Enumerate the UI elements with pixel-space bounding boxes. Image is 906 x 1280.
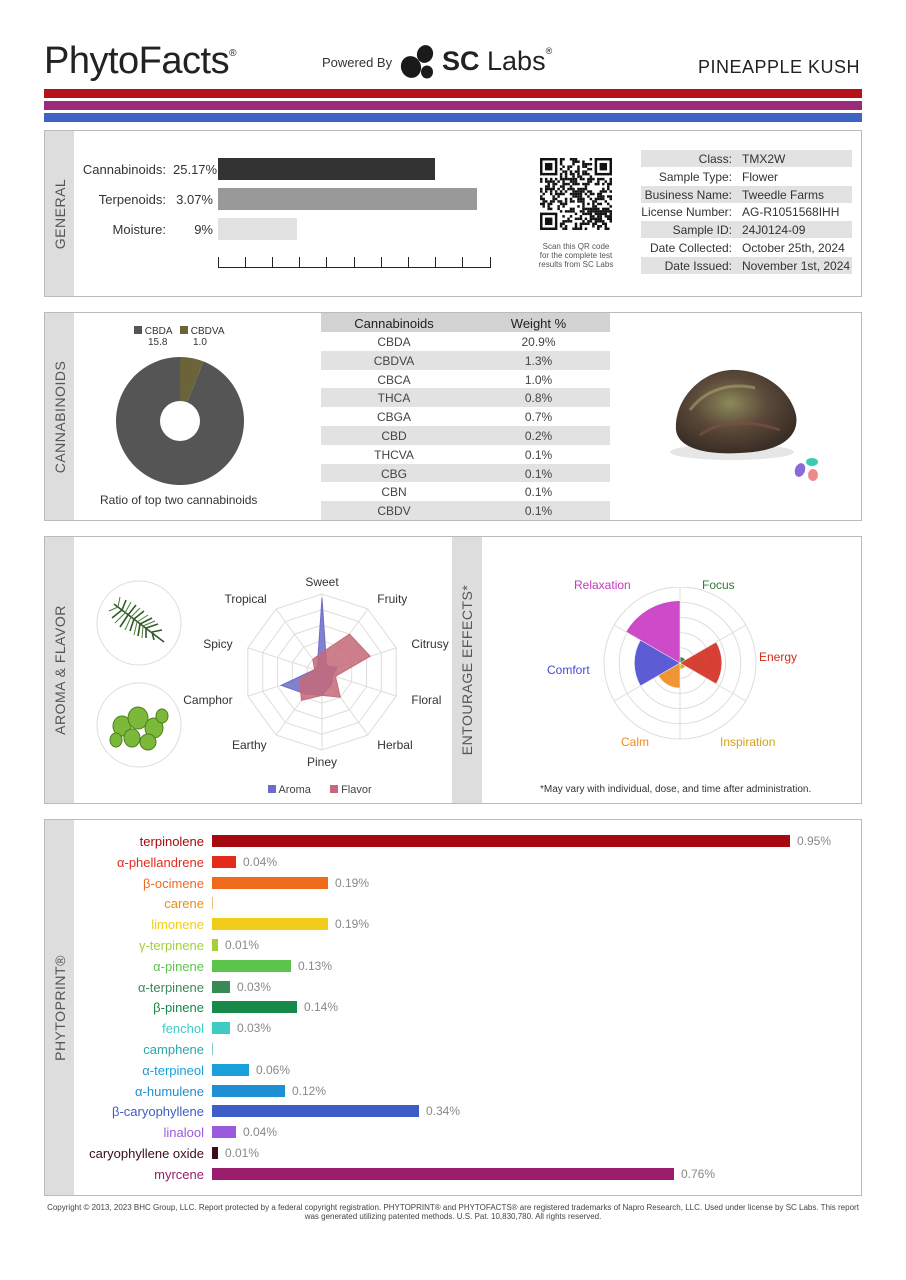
terpene-bar bbox=[212, 1043, 213, 1055]
sc-labs-mark: ® bbox=[545, 46, 553, 56]
effect-energy-label: Energy bbox=[759, 650, 798, 664]
aroma-tab bbox=[45, 537, 74, 803]
terpene-bar bbox=[212, 897, 213, 909]
cannabinoid-row bbox=[321, 332, 610, 351]
cbda-legend-name: CBDA bbox=[144, 326, 173, 337]
radar-axis-label: Spicy bbox=[203, 637, 233, 652]
cannabinoid-row bbox=[321, 370, 610, 389]
terpene-bar bbox=[212, 960, 291, 972]
brand-name: PhytoFacts bbox=[44, 40, 230, 82]
info-key: Date Collected: bbox=[649, 241, 732, 255]
terpene-bar bbox=[212, 877, 328, 889]
general-tab bbox=[45, 131, 74, 296]
cannabinoid-weight: 20.9% bbox=[521, 335, 556, 349]
sc-labs-logo-icon bbox=[398, 42, 438, 82]
cannabinoid-weight: 0.8% bbox=[524, 391, 553, 406]
aroma-flavor-radar bbox=[180, 560, 470, 775]
phytoprint-tab-label: PHYTOPRINT® bbox=[51, 954, 68, 1061]
terpene-name: β-caryophyllene bbox=[111, 1104, 204, 1120]
terpene-name: β-ocimene bbox=[143, 875, 204, 891]
general-bar bbox=[218, 218, 297, 240]
qr-code-icon[interactable] bbox=[540, 158, 612, 230]
header-weight: Weight % bbox=[510, 316, 567, 331]
info-row bbox=[641, 186, 852, 203]
radar-axis-label: Camphor bbox=[183, 692, 233, 707]
terpene-name: fenchol bbox=[162, 1021, 204, 1037]
info-value: October 25th, 2024 bbox=[742, 241, 845, 255]
general-bar-label: Terpenoids: bbox=[98, 192, 166, 207]
terpene-value: 0.12% bbox=[292, 1083, 327, 1098]
info-row bbox=[641, 150, 852, 167]
cannabinoid-name: THCA bbox=[377, 391, 411, 406]
terpene-name: α-phellandrene bbox=[116, 854, 204, 870]
terpene-name: linalool bbox=[163, 1125, 204, 1141]
terpene-bar bbox=[212, 981, 230, 993]
effect-focus-label: Focus bbox=[702, 578, 735, 592]
info-row bbox=[641, 257, 852, 274]
terpene-name: α-terpinene bbox=[137, 979, 204, 995]
copyright-line: Copyright © 2013, 2023 BHC Group, LLC. Report protected by a federal copyright registration. PHYTOPRINT® and PHYTOFACTS® are registered trademarks of Napro Research, LLC. Used under license by SC Labs. This report bbox=[47, 1203, 859, 1212]
terpene-bar bbox=[212, 1064, 249, 1076]
terpene-bar bbox=[212, 1105, 419, 1117]
cannabinoid-name: CBDV bbox=[377, 504, 411, 519]
cannabinoid-name: CBGA bbox=[376, 410, 411, 425]
terpene-bar bbox=[212, 1168, 674, 1180]
info-key: Business Name: bbox=[644, 187, 732, 202]
sc-labs-name bbox=[442, 46, 552, 77]
effect-calm-label: Calm bbox=[621, 735, 650, 749]
general-axis bbox=[218, 256, 491, 268]
general-tab-label: GENERAL bbox=[51, 178, 68, 249]
cannabinoid-row bbox=[321, 464, 610, 483]
terpene-bar bbox=[212, 1147, 218, 1159]
cannabinoid-weight: 1.3% bbox=[524, 353, 553, 368]
ratio-caption: Ratio of top two cannabinoids bbox=[100, 493, 258, 507]
cannabinoid-name: CBDA bbox=[377, 335, 411, 349]
terpene-name: myrcene bbox=[154, 1166, 204, 1182]
copyright-notice bbox=[44, 1203, 862, 1221]
cannabinoid-name: CBCA bbox=[377, 372, 411, 387]
terpene-value: 0.13% bbox=[298, 958, 333, 973]
cannabinoid-rows bbox=[321, 332, 610, 520]
phytofacts-logo bbox=[44, 40, 236, 83]
brand-mark: ® bbox=[229, 48, 236, 59]
terpene-name: terpinolene bbox=[139, 834, 204, 849]
cannabinoid-row bbox=[321, 407, 610, 426]
cbdva-swatch bbox=[180, 326, 188, 334]
cannabinoid-weight: 0.1% bbox=[524, 504, 553, 519]
qr-caption bbox=[520, 242, 632, 269]
info-value: Tweedle Farms bbox=[742, 187, 825, 202]
radar-axis-label: Sweet bbox=[305, 575, 339, 589]
radar-axis-label: Citrusy bbox=[411, 637, 449, 652]
terpene-name: carene bbox=[164, 896, 204, 912]
stripe-blue bbox=[44, 113, 862, 122]
terpene-value: 0.04% bbox=[243, 854, 278, 869]
info-value: November 1st, 2024 bbox=[742, 258, 851, 273]
general-bar-label: Cannabinoids: bbox=[82, 162, 166, 177]
cannabinoid-weight: 0.7% bbox=[524, 410, 553, 425]
radar-axis-label: Earthy bbox=[232, 737, 267, 752]
entourage-sector-energy bbox=[680, 642, 722, 684]
cannabinoid-table bbox=[321, 313, 610, 520]
info-value: Flower bbox=[742, 169, 779, 184]
cannabinoids-tab bbox=[45, 313, 74, 520]
aroma-legend-label: Aroma bbox=[278, 784, 311, 796]
info-key: Class: bbox=[698, 152, 732, 166]
ratio-legend-cbda bbox=[134, 326, 173, 337]
effect-comfort-label: Comfort bbox=[547, 663, 590, 677]
terpene-value: 0.14% bbox=[304, 1000, 339, 1015]
info-key: Date Issued: bbox=[664, 258, 732, 273]
terpene-bar bbox=[212, 918, 328, 930]
cannabinoid-weight: 1.0% bbox=[524, 372, 553, 387]
flower-photo bbox=[660, 360, 830, 490]
terpene-bar bbox=[212, 1085, 285, 1097]
general-bar bbox=[218, 158, 435, 180]
cannabinoid-name: CBN bbox=[381, 485, 407, 500]
terpene-name: camphene bbox=[143, 1042, 204, 1057]
header-cannabinoids: Cannabinoids bbox=[354, 316, 434, 331]
terpene-bar bbox=[212, 835, 790, 847]
entourage-footnote: *May vary with individual, dose, and time after administration. bbox=[540, 784, 812, 795]
stripe-red bbox=[44, 89, 862, 98]
entourage-effects-chart bbox=[600, 587, 760, 747]
cbdva-legend-name: CBDVA bbox=[190, 326, 225, 337]
terpene-bar bbox=[212, 939, 218, 951]
terpene-value: 0.03% bbox=[237, 979, 272, 994]
copyright-line: was generated utilizing patented methods. U.S. Pat. 10,830,780. All rights reserved. bbox=[304, 1212, 602, 1221]
terpene-value: 0.19% bbox=[335, 875, 370, 890]
cannabinoids-tab-label: CANNABINOIDS bbox=[51, 360, 68, 473]
effect-inspiration-label: Inspiration bbox=[720, 735, 776, 749]
terpene-name: caryophyllene oxide bbox=[89, 1146, 204, 1161]
info-key: License Number: bbox=[641, 205, 732, 220]
radar-axis bbox=[248, 648, 322, 672]
sc-labs-name-bold: SC bbox=[442, 46, 480, 76]
info-row bbox=[641, 168, 852, 185]
terpene-bar bbox=[212, 1022, 230, 1034]
radar-axis-label: Tropical bbox=[224, 592, 267, 607]
terpene-value: 0.03% bbox=[237, 1021, 272, 1036]
strain-name: PINEAPPLE KUSH bbox=[697, 57, 860, 77]
info-key: Sample ID: bbox=[672, 223, 732, 238]
ratio-legend-cbdva bbox=[180, 326, 225, 337]
terpene-name: β-pinene bbox=[153, 1000, 204, 1016]
cbdva-legend-value: 1.0 bbox=[193, 337, 207, 348]
stripe-purple bbox=[44, 101, 862, 110]
general-bar-label: Moisture: bbox=[112, 222, 166, 237]
general-bar-value: 9% bbox=[194, 222, 213, 237]
cannabinoid-row bbox=[321, 501, 610, 520]
terpene-value: 0.76% bbox=[681, 1166, 716, 1181]
terpene-value: 0.01% bbox=[225, 938, 260, 952]
aroma-swatch bbox=[268, 785, 276, 793]
general-bar-value: 3.07% bbox=[176, 192, 213, 207]
cannabinoid-weight: 0.1% bbox=[524, 485, 553, 500]
radar-axis-label: Fruity bbox=[377, 592, 408, 607]
info-value: 24J0124-09 bbox=[742, 223, 806, 238]
sc-labs-name-rest: Labs bbox=[479, 46, 546, 76]
hops-image bbox=[96, 682, 182, 768]
info-row bbox=[641, 239, 852, 256]
terpene-value: 0.01% bbox=[225, 1146, 260, 1160]
terpene-name: α-terpineol bbox=[142, 1062, 204, 1078]
cbda-legend-value: 15.8 bbox=[148, 337, 168, 348]
cannabinoid-weight: 0.2% bbox=[524, 428, 553, 443]
qr-caption-line: for the complete test bbox=[539, 251, 613, 260]
terpene-value: 0.06% bbox=[256, 1062, 291, 1077]
general-bar-value: 25.17% bbox=[173, 162, 218, 177]
info-value: AG-R1051568IHH bbox=[742, 205, 840, 220]
terpene-name: γ-terpinene bbox=[138, 938, 204, 953]
entourage-tab-label: ENTOURAGE EFFECTS* bbox=[459, 584, 475, 756]
terpene-bar bbox=[212, 856, 236, 868]
aroma-tab-label: AROMA & FLAVOR bbox=[51, 605, 68, 735]
radar-axis-label: Floral bbox=[411, 692, 442, 707]
cannabinoid-row bbox=[321, 445, 610, 464]
cannabinoid-row bbox=[321, 351, 610, 370]
legend-flavor bbox=[330, 784, 372, 796]
cannabinoid-name: THCVA bbox=[374, 447, 414, 462]
cannabinoid-weight: 0.1% bbox=[524, 447, 553, 462]
info-row bbox=[641, 203, 852, 220]
info-key: Sample Type: bbox=[658, 169, 732, 184]
ratio-donut-chart bbox=[115, 356, 245, 486]
radar-axis-label: Piney bbox=[306, 755, 338, 769]
terpene-name: α-pinene bbox=[153, 958, 204, 974]
pine-sprig-image bbox=[96, 580, 182, 666]
terpene-value: 0.19% bbox=[335, 917, 370, 932]
cannabinoid-name: CBG bbox=[380, 466, 407, 481]
cannabinoid-weight: 0.1% bbox=[524, 466, 553, 481]
flavor-legend-label: Flavor bbox=[341, 784, 372, 796]
cannabinoid-name: CBD bbox=[381, 428, 407, 443]
legend-aroma bbox=[268, 784, 311, 796]
qr-caption-line: Scan this QR code bbox=[542, 242, 610, 251]
terpene-name: limonene bbox=[151, 917, 204, 933]
cannabinoid-table-header bbox=[321, 313, 610, 332]
general-bar bbox=[218, 188, 477, 210]
powered-by-label: Powered By bbox=[322, 55, 393, 70]
cannabinoid-row bbox=[321, 388, 610, 407]
qr-caption-line: results from SC Labs bbox=[538, 260, 614, 269]
info-value: TMX2W bbox=[742, 152, 786, 166]
cbda-swatch bbox=[134, 326, 142, 334]
info-row bbox=[641, 221, 852, 238]
cannabinoid-name: CBDVA bbox=[373, 353, 415, 368]
terpene-value: 0.04% bbox=[243, 1125, 278, 1140]
radar-axis-label: Herbal bbox=[377, 737, 413, 752]
flavor-area bbox=[300, 634, 371, 700]
flavor-swatch bbox=[330, 785, 338, 793]
terpene-name: α-humulene bbox=[135, 1083, 204, 1099]
terpene-value: 0.95% bbox=[797, 834, 832, 848]
terpene-value: 0.34% bbox=[426, 1104, 461, 1119]
cannabinoid-row bbox=[321, 426, 610, 445]
cannabinoid-row bbox=[321, 482, 610, 501]
terpene-bar bbox=[212, 1001, 297, 1013]
terpene-bar bbox=[212, 1126, 236, 1138]
effect-relaxation-label: Relaxation bbox=[574, 578, 631, 592]
